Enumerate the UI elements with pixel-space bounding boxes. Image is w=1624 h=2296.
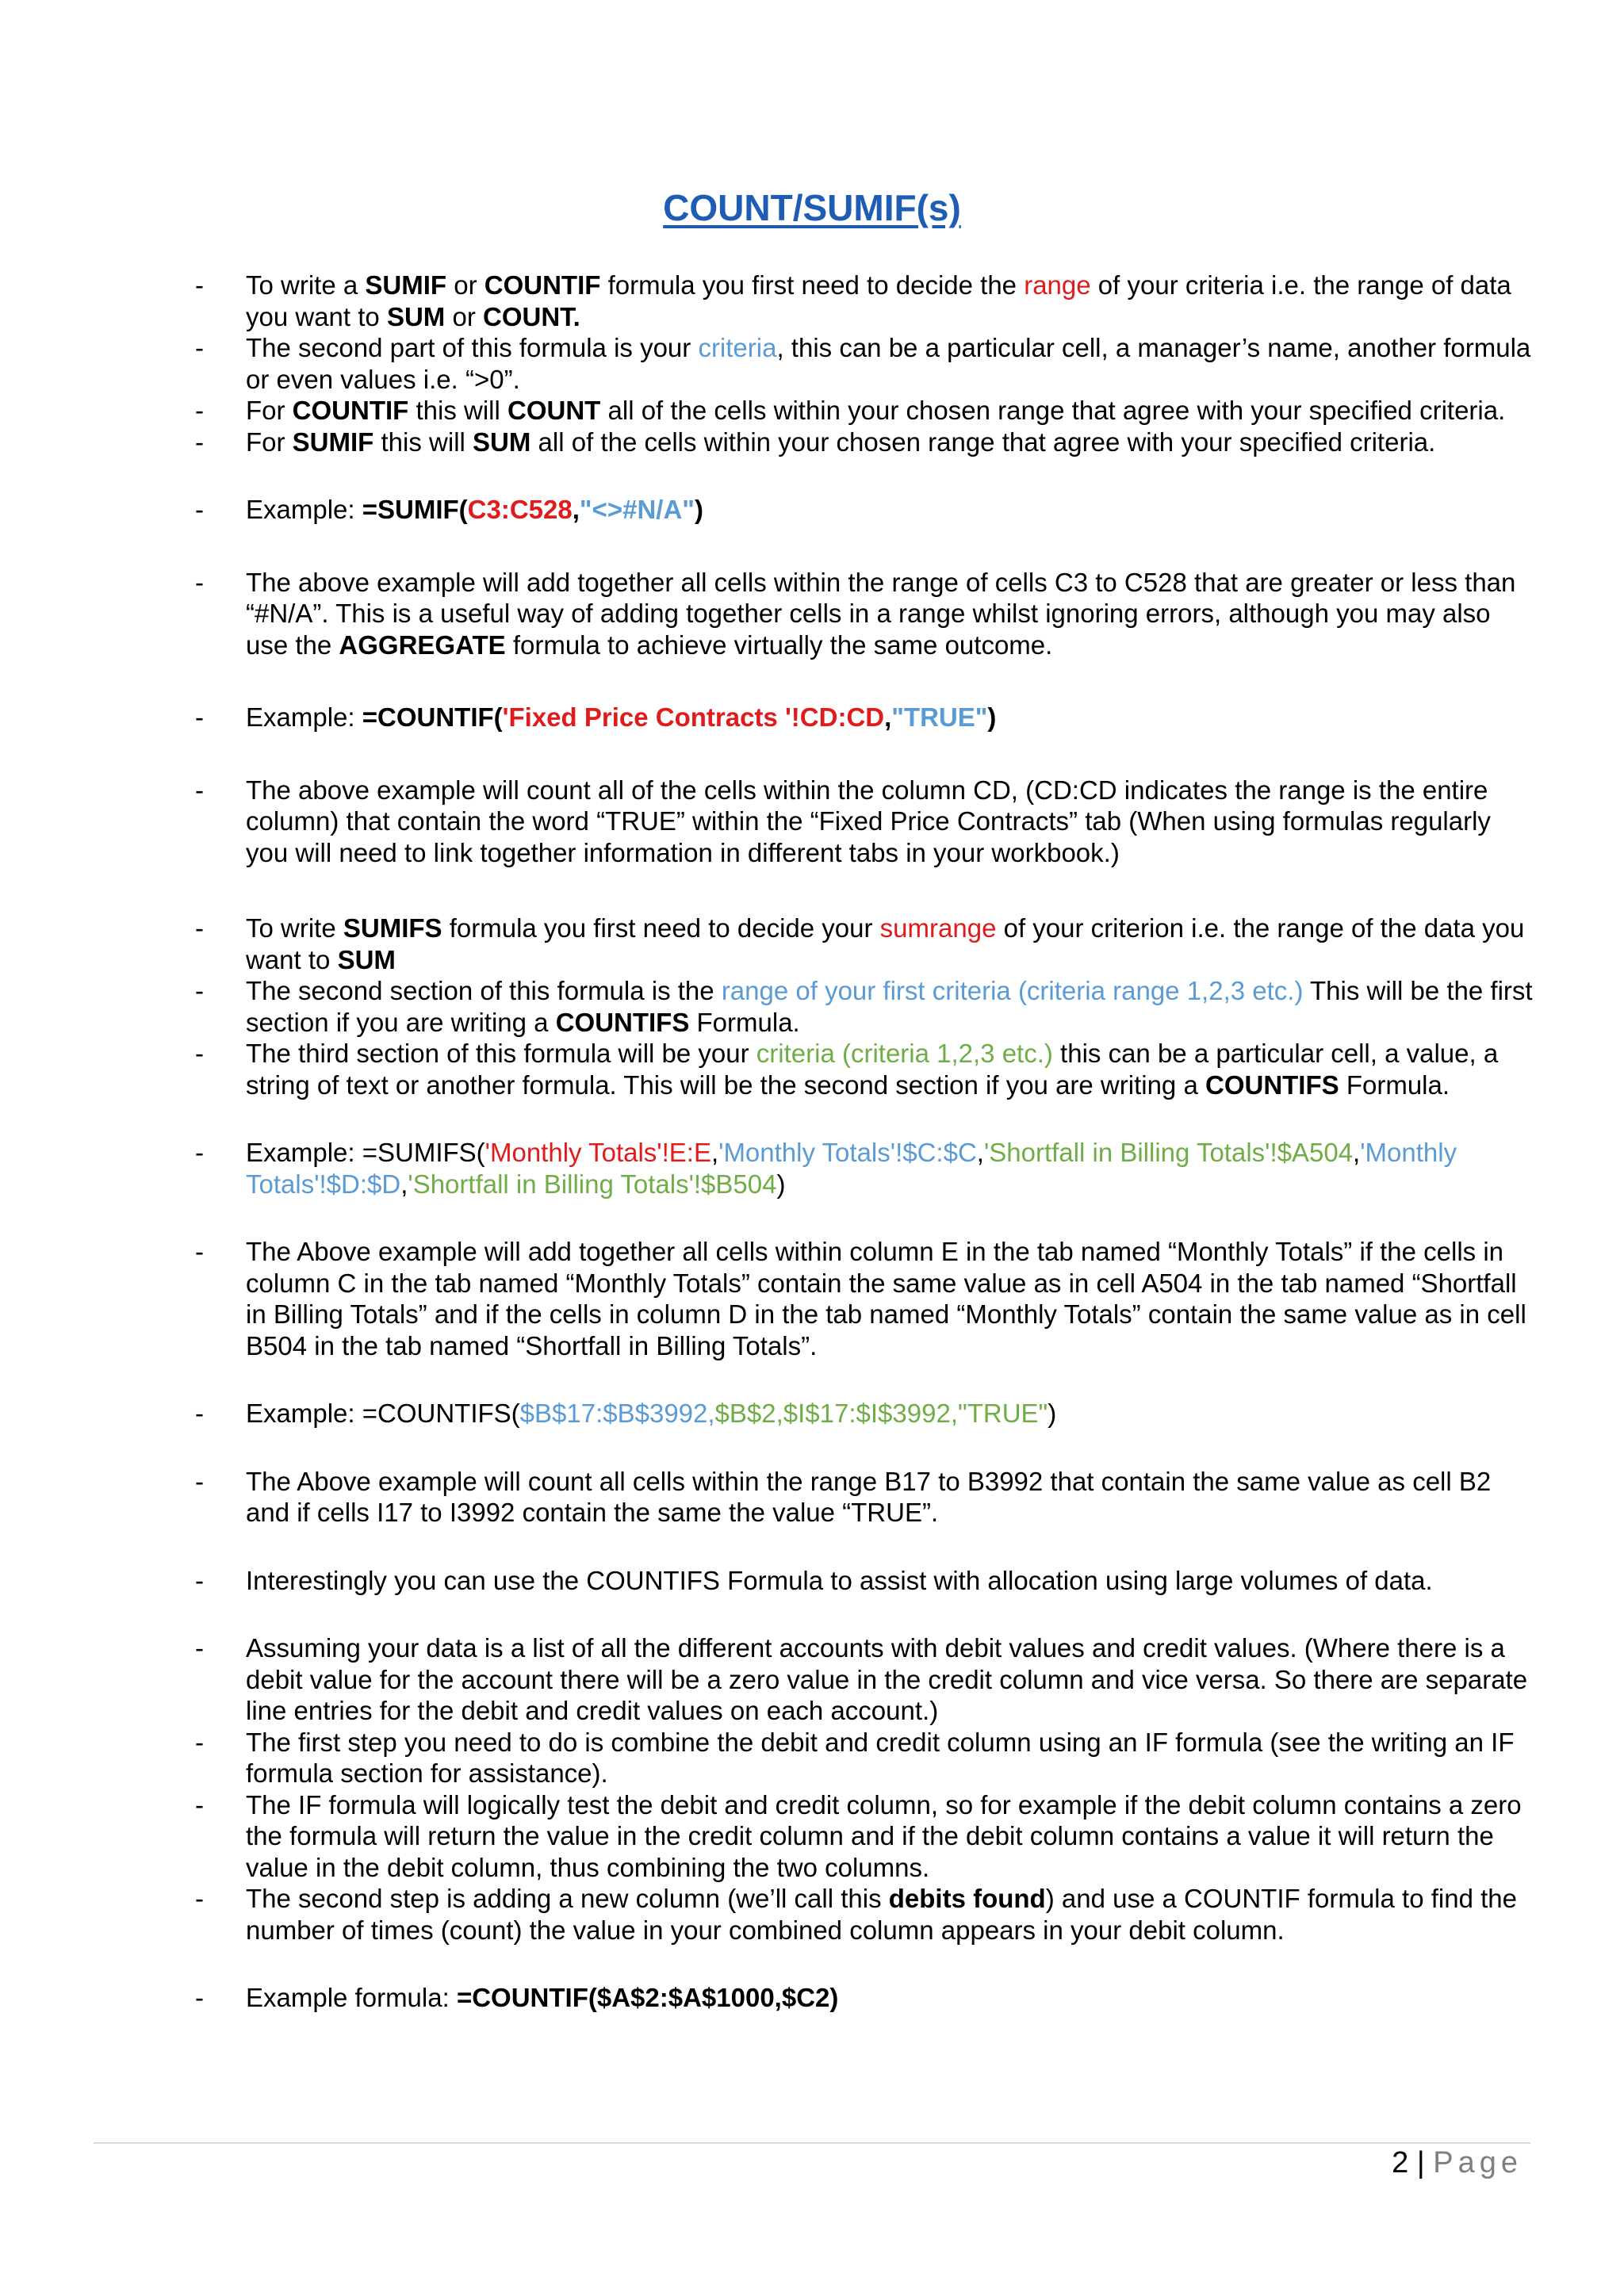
text-run: COUNT bbox=[508, 396, 601, 425]
text-run: 'Monthly Totals'!$D:$D bbox=[246, 1138, 1457, 1199]
bullet-dash: - bbox=[195, 1138, 204, 1167]
text-run: SUM bbox=[473, 427, 531, 457]
text-run: SUMIF bbox=[365, 270, 447, 300]
text-run: this can be a particular cell, a value, a string of text or another formula. This will be the second section if you are writing a bbox=[246, 1039, 1499, 1100]
text-run: Formula. bbox=[1339, 1070, 1450, 1100]
bullet-dash: - bbox=[195, 1633, 204, 1663]
text-run: Example: =COUNTIFS( bbox=[246, 1399, 520, 1428]
bullet-dash: - bbox=[195, 1399, 204, 1428]
text-run: 'Monthly Totals'!$C:$C bbox=[718, 1138, 977, 1167]
text-run: Example: bbox=[246, 702, 362, 732]
text-run: To write bbox=[246, 913, 343, 943]
text-run: SUMIFS bbox=[343, 913, 442, 943]
list-item bbox=[189, 395, 1537, 427]
text-run: This will be the first section if you are writing a bbox=[246, 976, 1533, 1037]
text-run: range of your first criteria (criteria range 1,2,3 etc.) bbox=[721, 976, 1304, 1005]
text-run: criteria bbox=[698, 333, 777, 362]
list-item bbox=[189, 975, 1537, 1038]
footer-divider bbox=[94, 2142, 1530, 2144]
list-item bbox=[189, 332, 1537, 395]
text-run: all of the cells within your chosen range that agree with your specified criteria. bbox=[600, 396, 1506, 425]
text-run: SUMIF bbox=[292, 427, 374, 457]
bullet-dash: - bbox=[195, 1466, 204, 1496]
text-run: , bbox=[572, 495, 580, 524]
text-run: =COUNTIF($A$2:$A$1000,$C2) bbox=[456, 1983, 839, 2012]
text-run: The IF formula will logically test the debit and credit column, so for example if the debit column contains a zero the formula will return the value in the credit column and if the debit column contains a value it will return the value in the debit column, thus combining the two columns. bbox=[246, 1789, 1522, 1882]
text-run: $B$2,$I$17:$I$3992,"TRUE" bbox=[714, 1399, 1048, 1428]
text-run: , bbox=[884, 702, 892, 732]
text-run: COUNTIF bbox=[484, 270, 601, 300]
bullet-dash: - bbox=[195, 333, 204, 362]
text-run: The first step you need to do is combine the debit and credit column using an IF formula (see the writing an IF formula section for assistance). bbox=[246, 1727, 1515, 1788]
text-run: this will bbox=[373, 427, 473, 457]
list-item bbox=[189, 270, 1537, 332]
text-run: formula you first need to decide your bbox=[442, 913, 880, 943]
text-run: Interestingly you can use the COUNTIFS Formula to assist with allocation using large volumes of data. bbox=[246, 1565, 1433, 1595]
text-run: The second part of this formula is your bbox=[246, 333, 699, 362]
list-item bbox=[189, 1789, 1537, 1884]
text-run: , bbox=[976, 1138, 984, 1167]
list-item bbox=[189, 1883, 1537, 1946]
list-item bbox=[189, 1137, 1537, 1200]
list-item bbox=[189, 702, 1537, 733]
text-run: COUNT. bbox=[482, 301, 580, 331]
text-run: Example: bbox=[246, 495, 362, 524]
text-run: COUNTIF bbox=[292, 396, 409, 425]
text-run: 'Shortfall in Billing Totals'!$A504 bbox=[983, 1138, 1354, 1167]
list-item bbox=[189, 1466, 1537, 1529]
document-body bbox=[189, 270, 1537, 2014]
text-run: formula to achieve virtually the same outcome. bbox=[505, 629, 1053, 660]
text-run: ) and use a COUNTIF formula to find the number of times (count) the value in your combined column appears in your debit column. bbox=[246, 1884, 1517, 1945]
list-item bbox=[189, 427, 1537, 458]
list-item bbox=[189, 1565, 1537, 1597]
list-item bbox=[189, 1038, 1537, 1100]
bullet-dash: - bbox=[195, 396, 204, 425]
list-item bbox=[189, 567, 1537, 661]
text-run: To write a bbox=[246, 270, 366, 300]
text-run: For bbox=[246, 427, 293, 457]
text-run: , this can be a particular cell, a manager’s name, another formula or even values i.e. “>0”. bbox=[246, 333, 1531, 394]
text-run: For bbox=[246, 396, 293, 425]
text-run: range bbox=[1024, 270, 1091, 300]
text-run: this will bbox=[408, 396, 508, 425]
text-run: The second step is adding a new column (we’ll call this bbox=[246, 1884, 889, 1913]
list-item bbox=[189, 494, 1537, 526]
text-run: The Above example will add together all cells within column E in the tab named “Monthly Totals” if the cells in column C in the tab named “Monthly Totals” contain the same value as in cell A504 in the tab named “Shortfall in Billing Totals” and if the cells in column D in the tab named “Monthly Totals” contain the same value as in cell B504 in the tab named “Shortfall in Billing Totals”. bbox=[246, 1237, 1526, 1360]
text-run: C3:C528 bbox=[467, 495, 573, 524]
text-run: , bbox=[710, 1138, 719, 1167]
text-run: The second section of this formula is the bbox=[246, 976, 722, 1005]
text-run: =SUMIF( bbox=[362, 495, 468, 524]
text-run: of your criterion i.e. the range of the data you want to bbox=[246, 913, 1525, 974]
bullet-dash: - bbox=[195, 427, 204, 457]
bullet-dash: - bbox=[195, 702, 204, 732]
list-item bbox=[189, 1236, 1537, 1361]
page-title: COUNT/SUMIF(s) bbox=[663, 187, 961, 228]
text-run: Formula. bbox=[689, 1007, 800, 1037]
text-run: The above example will add together all cells within the range of cells C3 to C528 that are greater or less than “#N/A”. This is a useful way of adding together cells in a range whilst ignoring errors, although you may also use the bbox=[246, 567, 1516, 660]
page-footer bbox=[1392, 2145, 1522, 2180]
bullet-dash: - bbox=[195, 1983, 204, 2012]
bullet-dash: - bbox=[195, 1789, 204, 1820]
bullet-dash: - bbox=[195, 1727, 204, 1757]
text-run: sumrange bbox=[879, 913, 997, 943]
list-item bbox=[189, 1727, 1537, 1789]
text-run: ) bbox=[987, 702, 997, 732]
list-item bbox=[189, 1632, 1537, 1727]
bullet-dash: - bbox=[195, 1565, 204, 1595]
bullet-dash: - bbox=[195, 775, 204, 805]
footer-separator: | bbox=[1416, 2146, 1425, 2179]
page-label: Page bbox=[1433, 2146, 1522, 2179]
bullet-dash: - bbox=[195, 1039, 204, 1068]
text-run: "<>#N/A" bbox=[579, 495, 695, 524]
text-run: , bbox=[1353, 1138, 1361, 1167]
bullet-dash: - bbox=[195, 1237, 204, 1266]
text-run: or bbox=[446, 270, 485, 300]
list-item bbox=[189, 1982, 1537, 2014]
text-run: of your criteria i.e. the range of data you want to bbox=[246, 270, 1511, 331]
text-run: criteria (criteria 1,2,3 etc.) bbox=[756, 1039, 1053, 1068]
text-run: Example: =SUMIFS( bbox=[246, 1138, 485, 1167]
page-number: 2 bbox=[1392, 2146, 1409, 2179]
text-run: ) bbox=[694, 495, 703, 524]
text-run: or bbox=[445, 301, 483, 331]
text-run: The above example will count all of the cells within the column CD, (CD:CD indicates the range is the entire column) that contain the word “TRUE” within the “Fixed Price Contracts” tab (When using formulas regularly you will need to link together information in different tabs in your workbook.) bbox=[246, 775, 1491, 867]
list-item bbox=[189, 775, 1537, 869]
text-run: , bbox=[400, 1169, 408, 1199]
text-run: Example formula: bbox=[246, 1983, 457, 2012]
text-run: SUM bbox=[386, 301, 446, 331]
text-run: 'Monthly Totals'!E:E bbox=[485, 1138, 711, 1167]
bullet-dash: - bbox=[195, 976, 204, 1005]
text-run: The Above example will count all cells within the range B17 to B3992 that contain the same value as cell B2 and if cells I17 to I3992 contain the same the value “TRUE”. bbox=[246, 1466, 1492, 1527]
text-run: ) bbox=[1048, 1399, 1057, 1428]
text-run: SUM bbox=[337, 944, 396, 974]
text-run: AGGREGATE bbox=[339, 629, 506, 660]
bullet-dash: - bbox=[195, 495, 204, 524]
bullet-dash: - bbox=[195, 1884, 204, 1913]
text-run: The third section of this formula will be your bbox=[246, 1039, 756, 1068]
text-run: all of the cells within your chosen range that agree with your specified criteria. bbox=[530, 427, 1436, 457]
text-run: COUNTIFS bbox=[555, 1007, 690, 1037]
bullet-dash: - bbox=[195, 913, 204, 943]
text-run: COUNTIFS bbox=[1205, 1070, 1339, 1100]
text-run: =COUNTIF( bbox=[362, 702, 503, 732]
text-run: $B$17:$B$3992, bbox=[519, 1399, 715, 1428]
text-run: ) bbox=[776, 1169, 786, 1199]
text-run: debits found bbox=[888, 1884, 1046, 1913]
text-run: 'Shortfall in Billing Totals'!$B504 bbox=[408, 1169, 777, 1199]
text-run: formula you first need to decide the bbox=[600, 270, 1025, 300]
text-run: 'Fixed Price Contracts '!CD:CD bbox=[502, 702, 885, 732]
list-item bbox=[189, 1398, 1537, 1429]
list-item bbox=[189, 913, 1537, 975]
bullet-dash: - bbox=[195, 270, 204, 300]
text-run: Assuming your data is a list of all the different accounts with debit values and credit values. (Where there is a debit value for the account there will be a zero value in the credit column and vice versa. So there are separate line entries for the debit and credit values on each account.) bbox=[246, 1633, 1528, 1725]
bullet-dash: - bbox=[195, 567, 204, 597]
text-run: "TRUE" bbox=[891, 702, 988, 732]
